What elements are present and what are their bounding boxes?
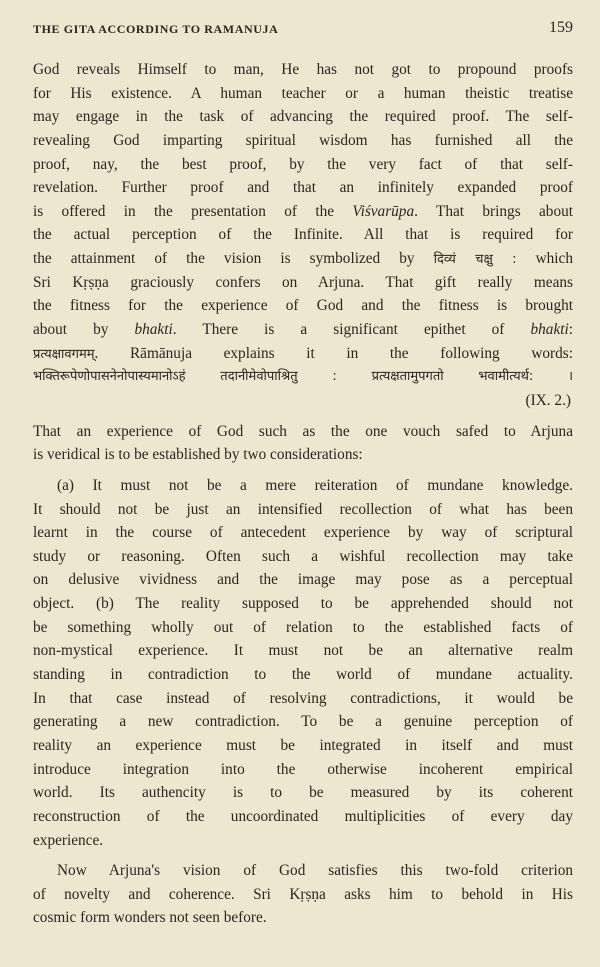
text-line: standing in contradiction to the world of mundane actuality.: [33, 666, 573, 684]
text-line: introduce integration into the otherwise incoherent empirical: [33, 760, 573, 778]
italic-term: bhakti: [530, 321, 569, 339]
text-line: [33, 342, 573, 366]
text-line: be something wholly out of relation to the established facts of: [33, 618, 573, 636]
text-line: experience.: [33, 831, 104, 849]
text-line: That an experience of God such as the one vouch safed to Arjuna: [33, 422, 573, 440]
body-text: [33, 58, 573, 930]
text-line: learnt in the course of antecedent experience by way of scriptural: [33, 524, 573, 542]
text-segment: :: [568, 321, 573, 339]
text-line: It should not be just an intensified recollection of what has been: [33, 500, 573, 518]
text-line: [33, 318, 573, 342]
text-line: generating a new contradiction. To be a genuine perception of: [33, 713, 573, 731]
text-line: on delusive vividness and the image may pose as a perceptual: [33, 571, 573, 589]
page-header: [33, 20, 573, 42]
text-line: the fitness for the experience of God and the fitness is brought: [33, 297, 573, 315]
page-number: 159: [549, 19, 573, 36]
text-segment: . That brings about: [414, 202, 573, 220]
text-line: is veridical is to be established by two considerations:: [33, 446, 363, 464]
text-line: God reveals Himself to man, He has not got to propound proofs: [33, 61, 573, 78]
italic-term: bhakti: [134, 321, 173, 339]
text-line: Now Arjuna's vision of God satisfies this two-fold criterion: [57, 862, 573, 880]
text-line: revealing God imparting spiritual wisdom has furnished all the: [33, 131, 573, 149]
text-line: reality an experience must be integrated in itself and must: [33, 736, 573, 754]
text-line: may engage in the task of advancing the required proof. The self-: [33, 108, 573, 126]
text-line: cosmic form wonders not seen before.: [33, 909, 267, 927]
text-segment: is offered in the presentation of the: [33, 202, 353, 220]
sanskrit-phrase: प्रत्यक्षावगमम्: [33, 346, 95, 362]
text-line: (a) It must not be a mere reiteration of mundane knowledge.: [57, 476, 573, 494]
text-line: Sri Kṛṣṇa graciously confers on Arjuna. That gift really means: [33, 273, 573, 291]
verse-reference: (IX. 2.): [525, 391, 571, 409]
sanskrit-quotation: भक्तिरूपेणोपासनेनोपास्यमानोऽहं तदानीमेवोपाश्रितु : प्रत्यक्षतामुपगतो भवामीत्यर्थ: ।: [33, 369, 573, 385]
text-line: In that case instead of resolving contradictions, it would be: [33, 689, 573, 707]
text-line: world. Its authencity is to be measured by its coherent: [33, 784, 573, 802]
text-line: for His existence. A human teacher or a human theistic treatise: [33, 84, 573, 102]
text-line: [33, 247, 573, 271]
italic-term: Viśvarūpa: [352, 202, 415, 220]
text-line: object. (b) The reality supposed to be apprehended should not: [33, 595, 573, 613]
text-line: study or reasoning. Often such a wishful recollection may take: [33, 547, 573, 565]
text-segment: . There is a significant epithet of: [172, 321, 531, 339]
text-segment: . Rāmānuja explains it in the following words:: [94, 344, 573, 362]
text-line: non-mystical experience. It must not be an alternative realm: [33, 642, 573, 660]
text-segment: the attainment of the vision is symbolized by: [33, 250, 434, 268]
text-segment: about by: [33, 321, 135, 339]
text-line: of novelty and coherence. Sri Kṛṣṇa asks him to behold in His: [33, 885, 573, 903]
text-segment: which: [516, 250, 573, 268]
running-head: THE GITA ACCORDING TO RAMANUJA: [33, 22, 279, 36]
text-line: revelation. Further proof and that an infinitely expanded proof: [33, 179, 573, 197]
text-line: proof, nay, the best proof, by the very fact of that self-: [33, 155, 573, 173]
sanskrit-phrase: दिव्यं चक्षु :: [433, 252, 517, 268]
text-line: reconstruction of the uncoordinated multiplicities of every day: [33, 807, 573, 825]
text-line: [33, 200, 573, 224]
text-line: the actual perception of the Infinite. All that is required for: [33, 226, 573, 244]
